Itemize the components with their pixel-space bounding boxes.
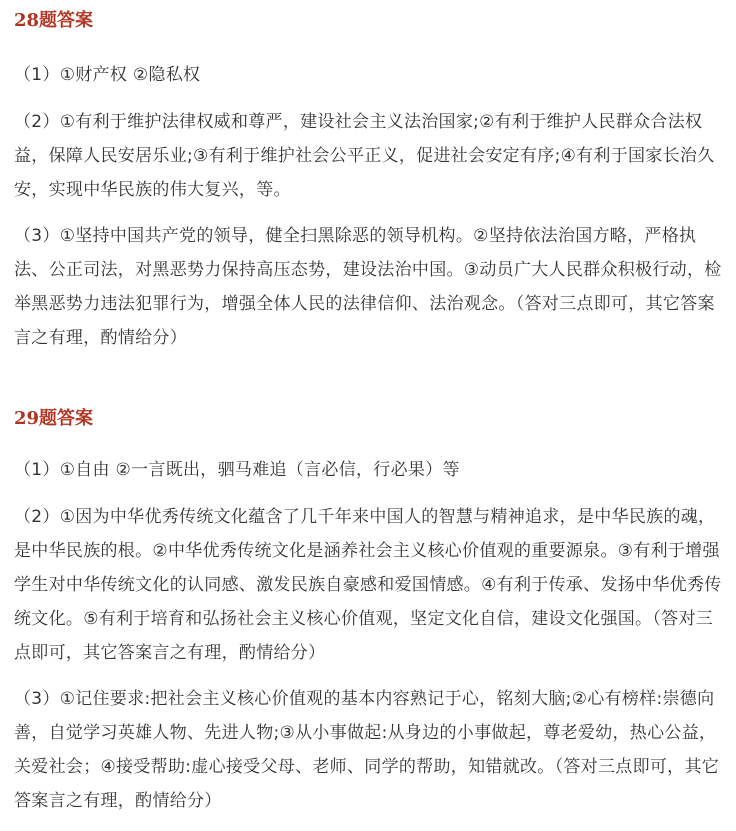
question-29-answer-1: （1）①自由 ②一言既出，驷马难追（言必信，行必果）等 — [14, 460, 460, 480]
question-28-heading: 28题答案 — [14, 10, 94, 31]
question-28-section — [14, 0, 722, 355]
question-28-answer-1: （1）①财产权 ②隐私权 — [14, 65, 201, 85]
question-29-answer-2: （2）①因为中华优秀传统文化蕴含了几千年来中国人的智慧与精神追求，是中华民族的魂，是中华民族的根。②中华优秀传统文化是涵养社会主义核心价值观的重要源泉。③有利于增强学生对中华传统文化的认同感、激发民族自豪感和爱国情感。④有利于传承、发扬中华优秀传统文化。⑤有利于培育和弘扬社会主义核心价值观，坚定文化自信，建设文化强国。（答对三点即可，其它答案言之有理，酌情给分） — [14, 507, 722, 663]
question-28-answer-3: （3）①坚持中国共产党的领导，健全扫黑除恶的领导机构。②坚持依法治国方略，严格执法、公正司法，对黑恶势力保持高压态势，建设法治中国。③动员广大人民群众积极行动，检举黑恶势力违法犯罪行为，增强全体人民的法律信仰、法治观念。（答对三点即可，其它答案言之有理，酌情给分） — [14, 226, 722, 348]
question-29-heading: 29题答案 — [14, 408, 94, 429]
question-29-section — [14, 407, 722, 818]
question-29-answer-3: （3）①记住要求:把社会主义核心价值观的基本内容熟记于心，铭刻大脑;②心有榜样:崇德向善，自觉学习英雄人物、先进人物;③从小事做起:从身边的小事做起，尊老爱幼，热心公益，关爱社会；④接受帮助:虚心接受父母、老师、同学的帮助，知错就改。（答对三点即可，其它答案言之有理，酌情给分） — [14, 689, 720, 811]
question-28-answer-2: （2）①有利于维护法律权威和尊严，建设社会主义法治国家;②有利于维护人民群众合法权益，保障人民安居乐业;③有利于维护社会公平正义，促进社会安定有序;④有利于国家长治久安，实现中华民族的伟大复兴，等。 — [14, 112, 715, 200]
